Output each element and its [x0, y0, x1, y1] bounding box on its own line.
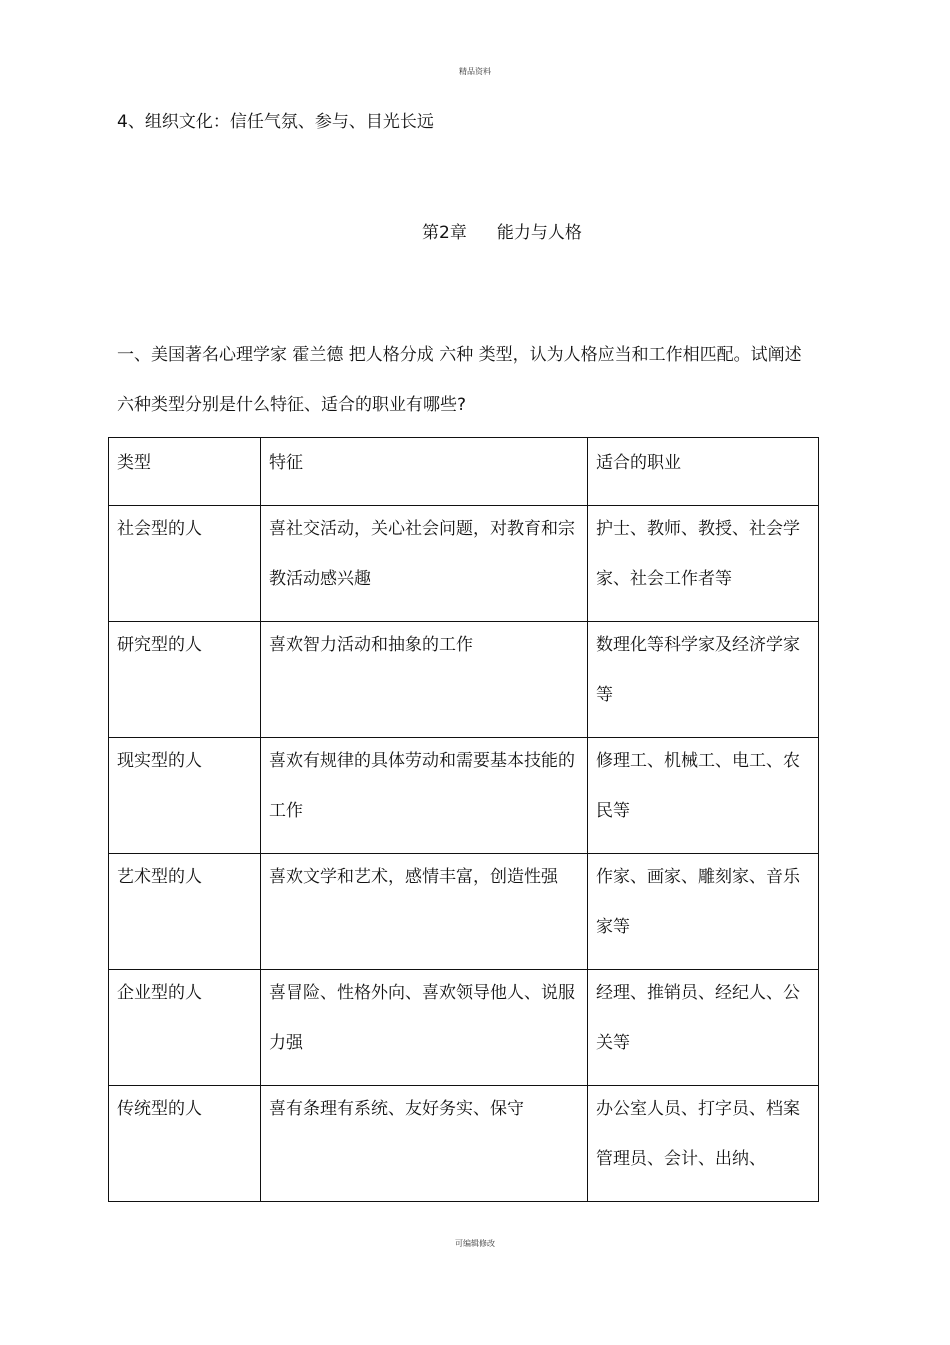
- cell-feature: 喜冒险、性格外向、喜欢领导他人、说服力强: [261, 970, 588, 1086]
- table-row: [109, 854, 819, 970]
- cell-type: 研究型的人: [109, 622, 261, 738]
- cell-feature: 喜有条理有系统、友好务实、保守: [261, 1086, 588, 1202]
- page-header-note: 精品资料: [459, 67, 491, 76]
- page-footer-note: 可编辑修改: [455, 1239, 495, 1248]
- cell-feature: 喜欢智力活动和抽象的工作: [261, 622, 588, 738]
- cell-jobs: 护士、教师、教授、社会学家、社会工作者等: [588, 506, 819, 622]
- question-line-1: 一、美国著名心理学家 霍兰德 把人格分成 六种 类型，认为人格应当和工作相匹配。试阐述: [117, 345, 802, 365]
- cell-type: 传统型的人: [109, 1086, 261, 1202]
- cell-jobs: 办公室人员、打字员、档案管理员、会计、出纳、: [588, 1086, 819, 1202]
- cell-type: 企业型的人: [109, 970, 261, 1086]
- table-row: [109, 970, 819, 1086]
- org-culture-line: 4、组织文化：信任气氛、参与、目光长远: [117, 112, 434, 132]
- chapter-title: 能力与人格: [496, 223, 582, 243]
- table-row: [109, 622, 819, 738]
- header-type: 类型: [109, 438, 261, 506]
- cell-feature: 喜欢文学和艺术，感情丰富，创造性强: [261, 854, 588, 970]
- table-header-row: [109, 438, 819, 506]
- question-line-2: 六种类型分别是什么特征、适合的职业有哪些?: [117, 395, 467, 415]
- cell-jobs: 修理工、机械工、电工、农民等: [588, 738, 819, 854]
- table-row: [109, 1086, 819, 1202]
- chapter-heading: [422, 221, 582, 245]
- cell-feature: 喜社交活动，关心社会问题，对教育和宗教活动感兴趣: [261, 506, 588, 622]
- cell-type: 社会型的人: [109, 506, 261, 622]
- question-paragraph: [117, 330, 847, 430]
- cell-type: 艺术型的人: [109, 854, 261, 970]
- header-feature: 特征: [261, 438, 588, 506]
- chapter-number: 第2章: [422, 223, 467, 243]
- table-row: [109, 738, 819, 854]
- cell-jobs: 作家、画家、雕刻家、音乐家等: [588, 854, 819, 970]
- cell-feature: 喜欢有规律的具体劳动和需要基本技能的工作: [261, 738, 588, 854]
- table-row: [109, 506, 819, 622]
- cell-jobs: 数理化等科学家及经济学家等: [588, 622, 819, 738]
- header-jobs: 适合的职业: [588, 438, 819, 506]
- cell-jobs: 经理、推销员、经纪人、公关等: [588, 970, 819, 1086]
- cell-type: 现实型的人: [109, 738, 261, 854]
- personality-career-table: [108, 437, 819, 1202]
